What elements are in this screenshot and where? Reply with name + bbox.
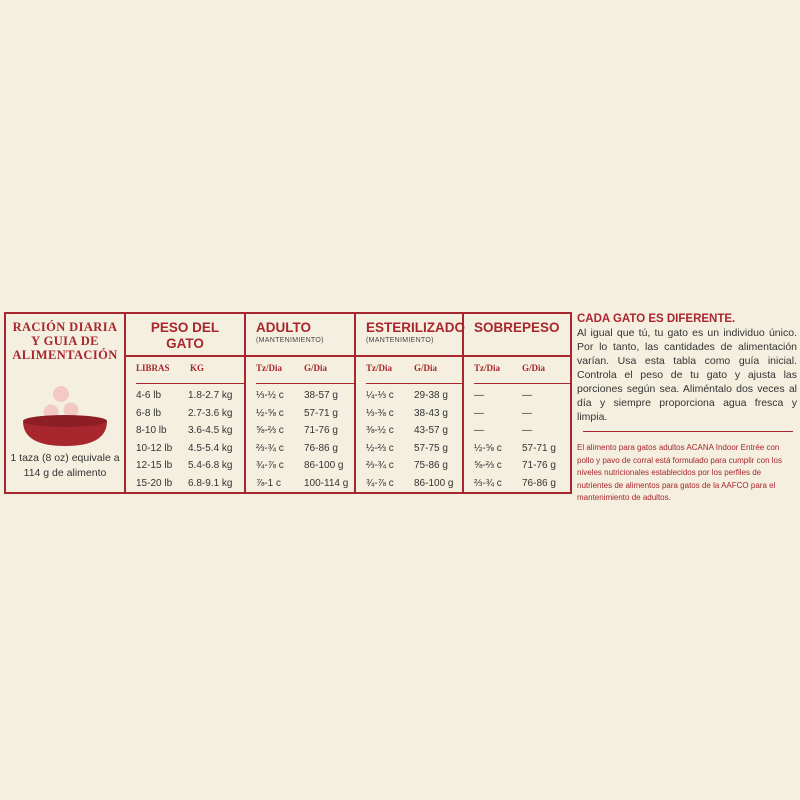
- divider: [583, 431, 793, 432]
- table-body: [126, 357, 570, 492]
- subheader-g: G/Dia: [414, 363, 438, 373]
- table-row: ⅔-¾ c 75-86 g: [366, 460, 448, 472]
- header-adulto-sub: (MANTENIMIENTO): [256, 337, 324, 344]
- subheader-g: G/Dia: [522, 363, 546, 373]
- table-row: ⅔-¾ c 76-86 g: [256, 442, 338, 454]
- table-row: ⅝-⅔ c 71-76 g: [256, 425, 338, 437]
- adulto-column: [246, 357, 356, 492]
- table-row: 12-15 lb 5.4-6.8 kg: [136, 460, 233, 472]
- table-header: [126, 314, 570, 357]
- table-row: ⅝-⅔ c 71-76 g: [474, 460, 556, 472]
- feeding-table: [126, 314, 570, 492]
- table-row: 15-20 lb 6.8-9.1 kg: [136, 477, 233, 489]
- table-row: ⅓-½ c 38-57 g: [256, 390, 338, 402]
- table-row: — —: [474, 390, 532, 402]
- table-row: ½-⅝ c 57-71 g: [474, 442, 556, 454]
- table-row: ⅔-¾ c 76-86 g: [474, 477, 556, 489]
- table-row: ¼-⅓ c 29-38 g: [366, 390, 448, 402]
- info-text: Al igual que tú, tu gato es un individuo único. Por lo tanto, las cantidades de alimentación varían. Usa esta tabla como guía inicial. Controla el peso de tu gato y ajusta las porciones según sea. Aliméntalo dos veces al día y siempre proporciona agua fresca y limpia.: [577, 327, 797, 423]
- table-row: — —: [474, 407, 532, 419]
- weight-column: [126, 357, 246, 492]
- table-row: ½-⅔ c 57-75 g: [366, 442, 448, 454]
- aafco-note: El alimento para gatos adultos ACANA Indoor Entrée con pollo y pavo de corral está formulado para cumplir con los niveles nutricionales establecidos por los perfiles de nutrientes de alimentos para gatos de la AAFCO para el mantenimiento de adultos.: [577, 443, 782, 502]
- header-peso: PESO DEL GATO: [150, 320, 220, 351]
- table-row: 4-6 lb 1.8-2.7 kg: [136, 390, 233, 402]
- header-sobrepeso: SOBREPESO: [474, 320, 560, 335]
- header-adulto: ADULTO: [256, 320, 311, 335]
- table-row: ½-⅝ c 57-71 g: [256, 407, 338, 419]
- food-bowl-icon: [15, 366, 115, 448]
- table-row: ¾-⅞ c 86-100 g: [366, 477, 454, 489]
- info-title: CADA GATO ES DIFERENTE.: [577, 313, 736, 325]
- header-esterilizado-sub: (MANTENIMIENTO): [366, 337, 434, 344]
- sobrepeso-column: [464, 357, 570, 492]
- subheader-tz: Tz/Dia: [256, 363, 282, 373]
- table-row: 6-8 lb 2.7-3.6 kg: [136, 407, 233, 419]
- subheader-kg: KG: [190, 363, 205, 373]
- table-row: ⅓-⅜ c 38-43 g: [366, 407, 448, 419]
- feeding-guide-panel: [4, 312, 572, 494]
- subheader-g: G/Dia: [304, 363, 328, 373]
- subheader-libras: LIBRAS: [136, 363, 170, 373]
- table-row: ⅞-1 c 100-114 g: [256, 477, 349, 489]
- cup-equivalence-note: 1 taza (8 oz) equivale a 114 g de alimento: [10, 452, 120, 479]
- ration-section: [6, 314, 126, 492]
- table-row: 8-10 lb 3.6-4.5 kg: [136, 425, 233, 437]
- info-section: [577, 313, 797, 505]
- header-esterilizado: ESTERILIZADO: [366, 320, 466, 335]
- table-row: 10-12 lb 4.5-5.4 kg: [136, 442, 233, 454]
- esterilizado-column: [356, 357, 464, 492]
- table-row: — —: [474, 425, 532, 437]
- ration-title: RACIÓN DIARIA Y GUIA DE ALIMENTACIÓN: [12, 320, 118, 362]
- subheader-tz: Tz/Dia: [474, 363, 500, 373]
- subheader-tz: Tz/Dia: [366, 363, 392, 373]
- table-row: ¾-⅞ c 86-100 g: [256, 460, 344, 472]
- table-row: ⅜-½ c 43-57 g: [366, 425, 448, 437]
